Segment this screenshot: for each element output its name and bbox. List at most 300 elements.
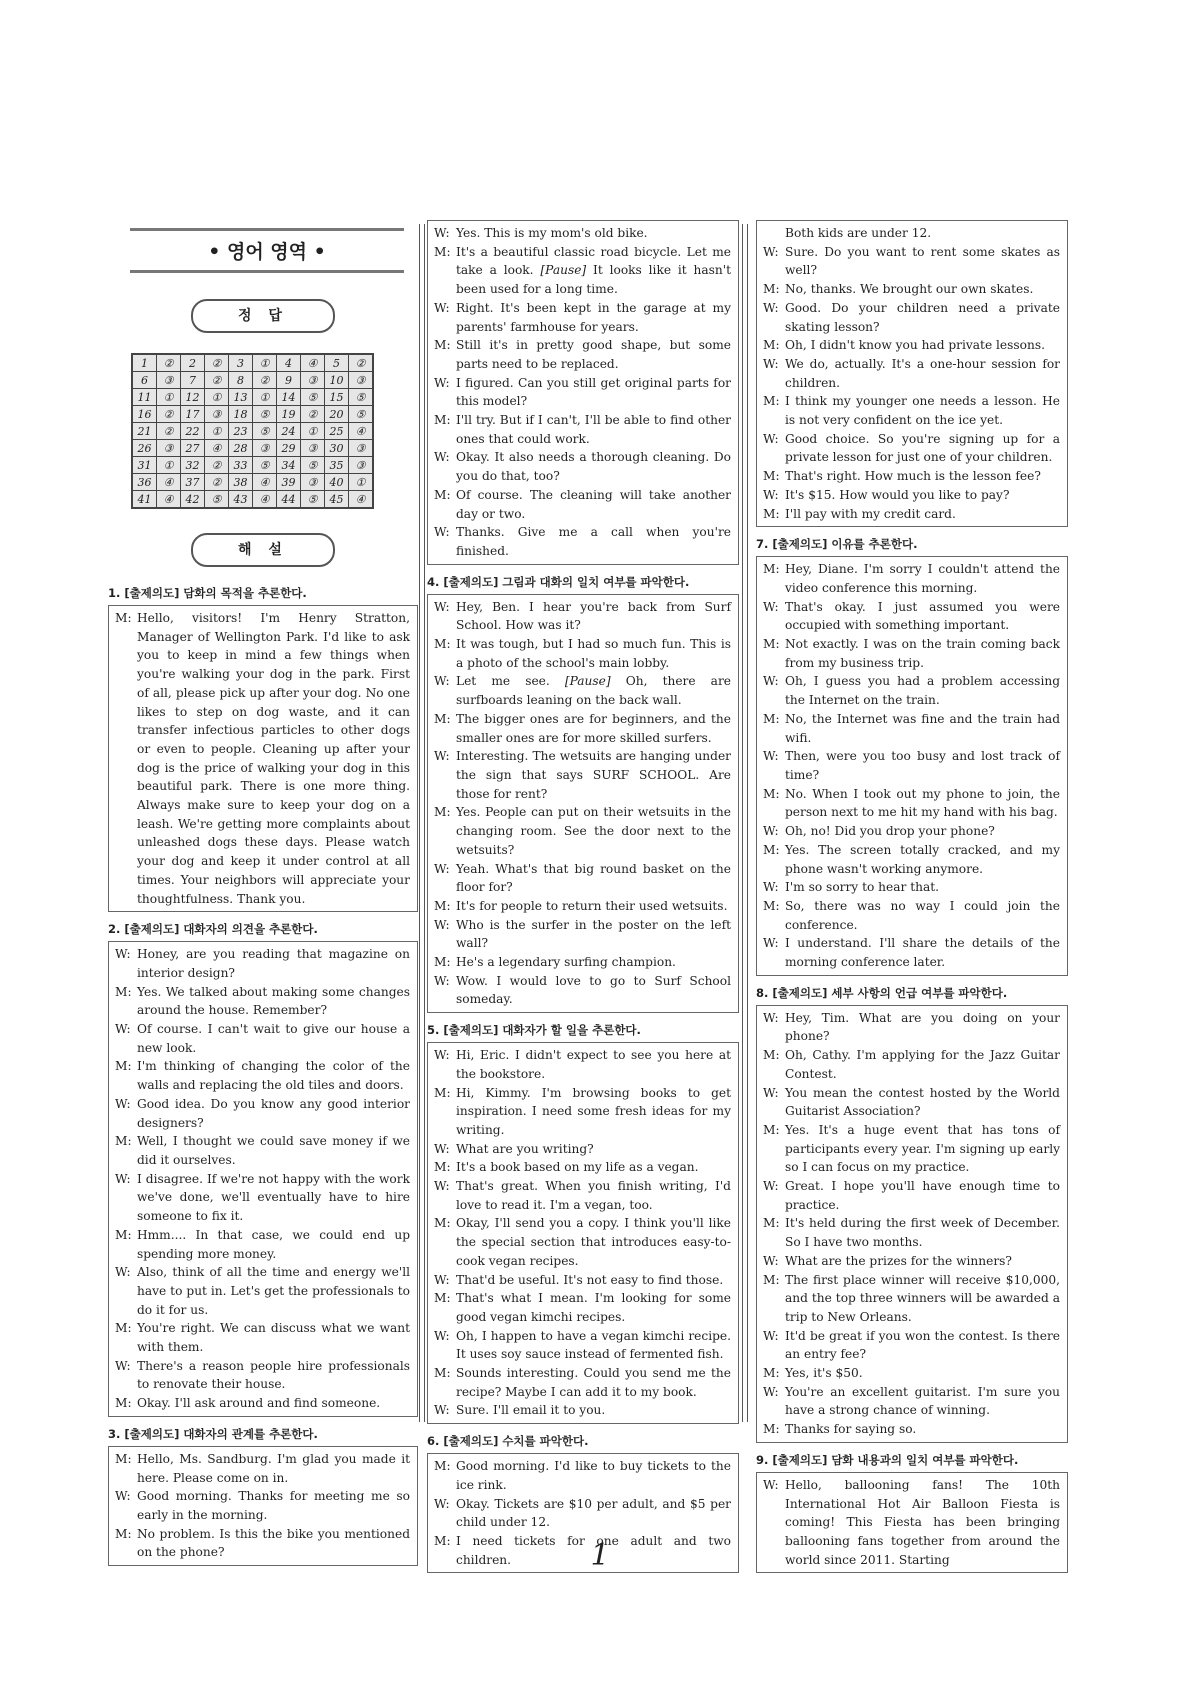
speaker-label: W: [434, 300, 450, 315]
speaker-label: M: [115, 1451, 132, 1466]
question-number: 28 [229, 440, 253, 457]
dialogue-line [434, 803, 731, 859]
dialogue-text: Well, I thought we could save money if we did it ourselves. [137, 1134, 410, 1167]
dialogue-text: You're an excellent guitarist. I'm sure you have a strong chance of winning. [785, 1384, 1060, 1418]
dialogue-text: It'd be great if you won the contest. Is there an entry fee? [785, 1328, 1060, 1362]
dialogue-line [115, 1263, 410, 1319]
dialogue-line [763, 299, 1060, 336]
speaker-label: W: [763, 356, 779, 371]
speaker-label: M: [763, 842, 780, 857]
question-number: 22 [181, 423, 205, 440]
dialogue-text: I think my younger one needs a lesson. He is not very confident on the ice yet. [785, 394, 1060, 428]
answer-choice: ③ [253, 440, 277, 457]
transcript-box [108, 941, 418, 1417]
dialogue-text: The bigger ones are for beginners, and the smaller ones are for more skilled surfers. [456, 711, 731, 745]
dialogue-line [434, 860, 731, 897]
question-number: 11 [132, 389, 157, 406]
question-heading: 9. [출제의도] 담화 내용과의 일치 여부를 파악한다. [756, 1452, 1019, 1467]
dialogue-text: It's $15. How would you like to pay? [785, 487, 1010, 502]
answer-choice: ① [157, 457, 181, 474]
answer-choice: ① [253, 389, 277, 406]
dialogue-line [434, 1140, 731, 1159]
dialogue-text: What are the prizes for the winners? [785, 1253, 1012, 1268]
answer-row [132, 457, 373, 474]
dialogue-line [763, 1383, 1060, 1420]
question-number: 39 [277, 474, 301, 491]
dialogue-text: Hi, Kimmy. I'm browsing books to get inspiration. I need some fresh ideas for my writing. [456, 1085, 731, 1137]
answer-row [132, 354, 373, 372]
column-divider [424, 224, 425, 1422]
speaker-label: W: [115, 1358, 131, 1373]
dialogue-line [763, 1009, 1060, 1046]
dialogue-text: Yes, it's $50. [785, 1366, 863, 1381]
transcript-box [427, 220, 739, 565]
question-heading: 4. [출제의도] 그림과 대화의 일치 여부를 파악한다. [427, 574, 690, 589]
answer-choice: ② [253, 372, 277, 389]
dialogue-line [434, 635, 731, 672]
speaker-label: M: [763, 506, 780, 521]
answer-choice: ③ [301, 440, 325, 457]
transcript-box [756, 220, 1068, 527]
answer-choice: ① [205, 389, 229, 406]
dialogue-line [115, 609, 410, 908]
speaker-label: W: [763, 880, 779, 895]
answer-choice: ① [349, 474, 374, 491]
dialogue-text: Then, were you too busy and lost track of time? [785, 749, 1060, 782]
speaker-label: M: [434, 1216, 451, 1231]
speaker-label: M: [434, 1459, 451, 1474]
question-heading: 8. [출제의도] 세부 사항의 언급 여부를 파악한다. [756, 985, 1008, 1000]
dialogue-text: Yes. People can put on their wetsuits in the changing room. See the door next to the wetsuits? [456, 805, 731, 857]
dialogue-text: Hello, ballooning fans! The 10th International Hot Air Balloon Fiesta is coming! This Fiesta has been bringing ballooning fans together from around the world since 2011. Starting [785, 1477, 1060, 1567]
dialogue-line [434, 486, 731, 523]
dialogue-line [763, 392, 1060, 429]
dialogue-line [434, 1457, 731, 1494]
speaker-label: W: [115, 1489, 131, 1504]
answer-choice: ② [205, 372, 229, 389]
dialogue-text: Interesting. The wetsuits are hanging under the sign that says SURF SCHOOL. Are those for rent? [456, 749, 731, 801]
speaker-label: M: [115, 1321, 132, 1336]
dialogue-text: Okay, I'll send you a copy. I think you'll like the special section that introduces easy-to-cook vegan recipes. [456, 1216, 731, 1268]
speaker-label: W: [434, 749, 450, 764]
speaker-label: M: [115, 1134, 132, 1149]
dialogue-line [434, 1046, 731, 1083]
dialogue-text: Good. Do your children need a private skating lesson? [785, 300, 1060, 334]
question-number: 2 [181, 354, 205, 372]
speaker-label: W: [763, 1179, 779, 1194]
dialogue-text: Hey, Tim. What are you doing on your phone? [785, 1010, 1060, 1044]
speaker-label: W: [763, 749, 779, 764]
dialogue-line [763, 1046, 1060, 1083]
question-8 [756, 985, 1068, 1443]
question-number: 42 [181, 491, 205, 509]
column-3 [756, 224, 1068, 1573]
question-number: 32 [181, 457, 205, 474]
dialogue-text: Sounds interesting. Could you send me the recipe? Maybe I can add it to my book. [456, 1366, 731, 1399]
question-number: 18 [229, 406, 253, 423]
speaker-label: M: [763, 786, 780, 801]
question-number: 34 [277, 457, 301, 474]
dialogue-line [763, 280, 1060, 299]
dialogue-line [434, 1271, 731, 1290]
dialogue-line [763, 505, 1060, 524]
dialogue-line [434, 1177, 731, 1214]
dialogue-text: Okay. It also needs a thorough cleaning. Do you do that, too? [456, 450, 731, 484]
speaker-label: M: [115, 1526, 132, 1541]
speaker-label: M: [115, 1227, 132, 1242]
answer-choice: ③ [349, 372, 374, 389]
section-title: • 영어 영역 • [130, 228, 404, 273]
dialogue-line [763, 467, 1060, 486]
answer-choice: ⑤ [205, 491, 229, 509]
question-heading: 1. [출제의도] 담화의 목적을 추론한다. [108, 586, 307, 600]
speaker-label: M: [763, 1366, 780, 1381]
dialogue-text: Hello, visitors! I'm Henry Stratton, Manager of Wellington Park. I'd like to ask you to keep in mind a few things when you're walking your dog in the park. First of all, please pick up after your dog. No one likes to step on dog waste, and it can transfer infectious particles to other dogs or even to people. Cleaning up after your dog is the price of walking your dog in this beautiful park. There is one more thing. Always make sure to keep your dog on a leash. We're getting more complaints about unleashed dogs these days. Please watch your dog and keep it under control at all times. Your neighbors will appreciate your thoughtfulness. Thank you. [137, 611, 410, 906]
question-heading: 3. [출제의도] 대화자의 관계를 추론한다. [108, 1426, 318, 1441]
dialogue-text: Yeah. What's that big round basket on the floor for? [456, 861, 731, 895]
dialogue-line [434, 916, 731, 953]
question-number: 44 [277, 491, 301, 509]
dialogue-text: Oh, I didn't know you had private lessons. [785, 338, 1045, 353]
speaker-label: M: [115, 1059, 132, 1074]
dialogue-line [434, 336, 731, 373]
speaker-label: W: [434, 1496, 450, 1511]
answer-choice: ① [301, 423, 325, 440]
answer-choice: ④ [253, 491, 277, 509]
speaker-label: W: [434, 1141, 450, 1156]
answer-choice: ② [205, 354, 229, 372]
speaker-label: M: [434, 805, 451, 820]
speaker-label: W: [434, 226, 450, 240]
dialogue-text: That's great. When you finish writing, I'd love to read it. I'm a vegan, too. [456, 1179, 731, 1212]
dialogue-line [763, 1420, 1060, 1439]
dialogue-text: Oh, Cathy. I'm applying for the Jazz Guitar Contest. [785, 1048, 1060, 1081]
dialogue-text: Of course. The cleaning will take another day or two. [456, 487, 731, 521]
speaker-label: W: [763, 300, 779, 315]
speaker-label: M: [434, 1160, 451, 1175]
dialogue-text: Sure. I'll email it to you. [456, 1403, 606, 1418]
dialogue-line [763, 1327, 1060, 1364]
speaker-label: W: [763, 487, 779, 502]
dialogue-text: There's a reason people hire professionals to renovate their house. [137, 1358, 410, 1392]
dialogue-text: Of course. I can't wait to give our house a new look. [137, 1022, 410, 1055]
dialogue-text: Good morning. I'd like to buy tickets to the ice rink. [456, 1459, 731, 1492]
dialogue-text: No problem. Is this the bike you mentioned on the phone? [137, 1526, 410, 1560]
dialogue-line [434, 1364, 731, 1401]
question-number: 27 [181, 440, 205, 457]
answer-choice: ④ [349, 423, 374, 440]
dialogue-text: Wow. I would love to go to Surf School someday. [456, 973, 731, 1007]
question-number: 19 [277, 406, 301, 423]
speaker-label: W: [763, 674, 779, 689]
dialogue-text: Thanks. Give me a call when you're finished. [456, 525, 731, 558]
dialogue-line [763, 1177, 1060, 1214]
question-number: 7 [181, 372, 205, 389]
dialogue-text: Honey, are you reading that magazine on interior design? [137, 947, 410, 980]
dialogue-line [115, 983, 410, 1020]
speaker-label: M: [434, 1534, 451, 1548]
answer-choice: ⑤ [253, 423, 277, 440]
speaker-label: M: [763, 1272, 780, 1287]
answer-choice: ② [205, 474, 229, 491]
dialogue-text: Hey, Ben. I hear you're back from Surf School. How was it? [456, 599, 731, 633]
speaker-label: W: [434, 1328, 450, 1343]
dialogue-text: No, thanks. We brought our own skates. [785, 282, 1034, 297]
dialogue-text: Not exactly. I was on the train coming back from my business trip. [785, 637, 1060, 670]
dialogue-line [434, 448, 731, 485]
question-number: 26 [132, 440, 157, 457]
dialogue-line [763, 934, 1060, 971]
question-number: 9 [277, 372, 301, 389]
dialogue-line [763, 710, 1060, 747]
answer-choice: ③ [205, 406, 229, 423]
answer-choice: ③ [157, 440, 181, 457]
dialogue-line [434, 523, 731, 560]
speaker-label: M: [115, 1396, 132, 1411]
dialogue-line [763, 635, 1060, 672]
question-number: 31 [132, 457, 157, 474]
dialogue-line [434, 1214, 731, 1270]
question-7 [756, 536, 1068, 975]
dialogue-line [763, 336, 1060, 355]
speaker-label: M: [763, 1216, 780, 1231]
question-number: 20 [325, 406, 349, 423]
dialogue-line [434, 953, 731, 972]
speaker-label: M: [434, 338, 451, 353]
dialogue-line [115, 1020, 410, 1057]
dialogue-text: We do, actually. It's a one-hour session for children. [785, 356, 1060, 390]
column-divider [747, 224, 748, 1422]
dialogue-line [763, 355, 1060, 392]
question-number: 45 [325, 491, 349, 509]
answer-choice: ⑤ [349, 406, 374, 423]
question-5 [427, 1022, 739, 1424]
dialogue-line [115, 1450, 410, 1487]
speaker-label: W: [434, 1048, 450, 1063]
dialogue-line [763, 672, 1060, 709]
dialogue-text: What are you writing? [456, 1141, 594, 1156]
dialogue-text: I'll try. But if I can't, I'll be able to find other ones that could work. [456, 413, 731, 446]
speaker-label: W: [763, 1253, 779, 1268]
explanation-label: 해 설 [191, 533, 335, 567]
answer-row [132, 474, 373, 491]
speaker-label: W: [434, 375, 450, 390]
dialogue-text: No. When I took out my phone to join, the person next to me hit my hand with his bag. [785, 786, 1060, 820]
dialogue-text: It was tough, but I had so much fun. This is a photo of the school's main lobby. [456, 637, 731, 670]
question-heading: 5. [출제의도] 대화자가 할 일을 추론한다. [427, 1023, 641, 1038]
speaker-label: W: [763, 1085, 779, 1100]
speaker-label: W: [434, 1272, 450, 1287]
question-number: 10 [325, 372, 349, 389]
dialogue-text: I'm thinking of changing the color of the walls and replacing the old tiles and doors. [137, 1059, 410, 1093]
dialogue-text: Good morning. Thanks for meeting me so early in the morning. [137, 1489, 410, 1522]
speaker-label: M: [434, 413, 451, 428]
speaker-label: M: [434, 637, 451, 652]
dialogue-text: Okay. I'll ask around and find someone. [137, 1396, 381, 1411]
dialogue-text: Who is the surfer in the poster on the left wall? [456, 917, 731, 951]
dialogue-text: Hmm.... In that case, we could end up spending more money. [137, 1227, 410, 1261]
answer-row [132, 440, 373, 457]
answer-choice: ① [253, 354, 277, 372]
question-number: 30 [325, 440, 349, 457]
dialogue-line [434, 897, 731, 916]
dialogue-text: Both kids are under 12. [785, 226, 932, 240]
dialogue-line [434, 1084, 731, 1140]
column-divider [419, 224, 420, 1422]
speaker-label: M: [763, 1122, 780, 1137]
dialogue-line [434, 1327, 731, 1364]
speaker-label: W: [763, 824, 779, 839]
answer-choice: ② [157, 406, 181, 423]
dialogue-line [115, 1226, 410, 1263]
speaker-label: M: [434, 955, 451, 970]
dialogue-line [434, 374, 731, 411]
answer-row [132, 423, 373, 440]
question-4 [427, 574, 739, 1013]
dialogue-text: That's okay. I just assumed you were occupied with something important. [785, 599, 1060, 633]
answer-choice: ④ [253, 474, 277, 491]
answer-choice: ⑤ [301, 457, 325, 474]
dialogue-line [434, 1158, 731, 1177]
speaker-label: W: [434, 674, 450, 689]
transcript-box [108, 605, 418, 912]
speaker-label: M: [434, 244, 451, 259]
answer-choice: ③ [301, 372, 325, 389]
question-number: 5 [325, 354, 349, 372]
dialogue-text: It's held during the first week of December. So I have two months. [785, 1216, 1060, 1250]
speaker-label: M: [763, 282, 780, 297]
dialogue-line [763, 598, 1060, 635]
answer-choice: ④ [157, 491, 181, 509]
dialogue-line [763, 1364, 1060, 1383]
speaker-label: M: [434, 487, 451, 502]
dialogue-text: Yes. This is my mom's old bike. [456, 226, 648, 240]
dialogue-text: Sure. Do you want to rent some skates as well? [785, 244, 1060, 278]
speaker-label: W: [434, 973, 450, 988]
dialogue-text: Still it's in pretty good shape, but some parts need to be replaced. [456, 338, 731, 371]
question-number: 17 [181, 406, 205, 423]
dialogue-line [763, 560, 1060, 597]
dialogue-text: That's what I mean. I'm looking for some good vegan kimchi recipes. [456, 1291, 731, 1324]
speaker-label: M: [763, 562, 780, 577]
question-number: 14 [277, 389, 301, 406]
question-number: 38 [229, 474, 253, 491]
speaker-label: W: [434, 525, 450, 540]
dialogue-line [434, 710, 731, 747]
answer-choice: ③ [157, 372, 181, 389]
dialogue-text: I'm so sorry to hear that. [785, 880, 939, 895]
dialogue-line [115, 1132, 410, 1169]
question-number: 12 [181, 389, 205, 406]
dialogue-line [434, 299, 731, 336]
dialogue-line [115, 1357, 410, 1394]
speaker-label: W: [434, 861, 450, 876]
column-1 [108, 224, 418, 1566]
answer-choice: ⑤ [301, 491, 325, 509]
question-number: 3 [229, 354, 253, 372]
dialogue-text: Yes. We talked about making some changes around the house. Remember? [137, 984, 410, 1018]
dialogue-line [115, 1170, 410, 1226]
dialogue-line [763, 1214, 1060, 1251]
dialogue-line [763, 878, 1060, 897]
question-number: 1 [132, 354, 157, 372]
question-number: 13 [229, 389, 253, 406]
dialogue-line [763, 1084, 1060, 1121]
answer-choice: ② [157, 354, 181, 372]
question-heading: 6. [출제의도] 수치를 파악한다. [427, 1434, 589, 1449]
dialogue-line [763, 897, 1060, 934]
dialogue-text: You mean the contest hosted by the World Guitarist Association? [785, 1085, 1060, 1119]
page-number: 1 [590, 1538, 610, 1573]
dialogue-line [763, 1121, 1060, 1177]
speaker-label: M: [763, 1048, 780, 1063]
dialogue-text: No, the Internet was fine and the train had wifi. [785, 711, 1060, 745]
speaker-label: M: [434, 1366, 451, 1381]
speaker-label: W: [763, 1328, 779, 1343]
speaker-label: W: [763, 431, 779, 446]
question-number: 23 [229, 423, 253, 440]
answer-choice: ① [157, 389, 181, 406]
speaker-label: W: [763, 1010, 779, 1025]
question-number: 37 [181, 474, 205, 491]
dialogue-line [434, 598, 731, 635]
speaker-label: W: [434, 1179, 450, 1194]
answer-table [131, 353, 374, 509]
answer-choice: ② [157, 423, 181, 440]
dialogue-text: He's a legendary surfing champion. [456, 955, 676, 970]
dialogue-text: I understand. I'll share the details of the morning conference later. [785, 936, 1060, 970]
speaker-label: M: [115, 984, 132, 999]
question-number: 6 [132, 372, 157, 389]
answer-choice: ④ [205, 440, 229, 457]
speaker-label: W: [763, 936, 779, 951]
dialogue-text: Right. It's been kept in the garage at my parents' farmhouse for years. [456, 300, 731, 334]
speaker-label: W: [434, 450, 450, 465]
dialogue-text: Oh, I happen to have a vegan kimchi recipe. It uses soy sauce instead of fermented fish. [456, 1328, 731, 1362]
question-2 [108, 921, 418, 1417]
answer-choice: ⑤ [253, 457, 277, 474]
speaker-label: W: [434, 917, 450, 932]
column-divider [742, 224, 743, 1422]
answer-choice: ③ [301, 474, 325, 491]
question-heading: 2. [출제의도] 대화자의 의견을 추론한다. [108, 922, 318, 937]
dialogue-text: The first place winner will receive $10,000, and the top three winners will be awarded a trip to New Orleans. [785, 1272, 1060, 1324]
dialogue-text: That's right. How much is the lesson fee? [785, 469, 1041, 484]
answer-choice: ④ [157, 474, 181, 491]
dialogue-text: I'll pay with my credit card. [785, 506, 956, 521]
answer-choice: ⑤ [349, 389, 374, 406]
answer-choice: ④ [349, 491, 374, 509]
question-number: 40 [325, 474, 349, 491]
answer-choice: ⑤ [301, 389, 325, 406]
dialogue-line [763, 224, 1060, 243]
question-number: 24 [277, 423, 301, 440]
dialogue-text: Yes. It's a huge event that has tons of participants every year. I'm signing up early so I can focus on my practice. [785, 1122, 1060, 1175]
question-number: 25 [325, 423, 349, 440]
speaker-label: M: [763, 711, 780, 726]
answer-row [132, 372, 373, 389]
transcript-box [427, 594, 739, 1013]
dialogue-text: Good idea. Do you know any good interior designers? [137, 1096, 410, 1130]
speaker-label: M: [763, 898, 780, 913]
dialogue-line [115, 1394, 410, 1413]
dialogue-text: Also, think of all the time and energy we'll have to put in. Let's get the professionals to do it for us. [137, 1265, 410, 1317]
question-number: 35 [325, 457, 349, 474]
question-number: 8 [229, 372, 253, 389]
speaker-label: W: [763, 1477, 779, 1492]
dialogue-text: That'd be useful. It's not easy to find those. [456, 1272, 724, 1287]
dialogue-line [115, 945, 410, 982]
